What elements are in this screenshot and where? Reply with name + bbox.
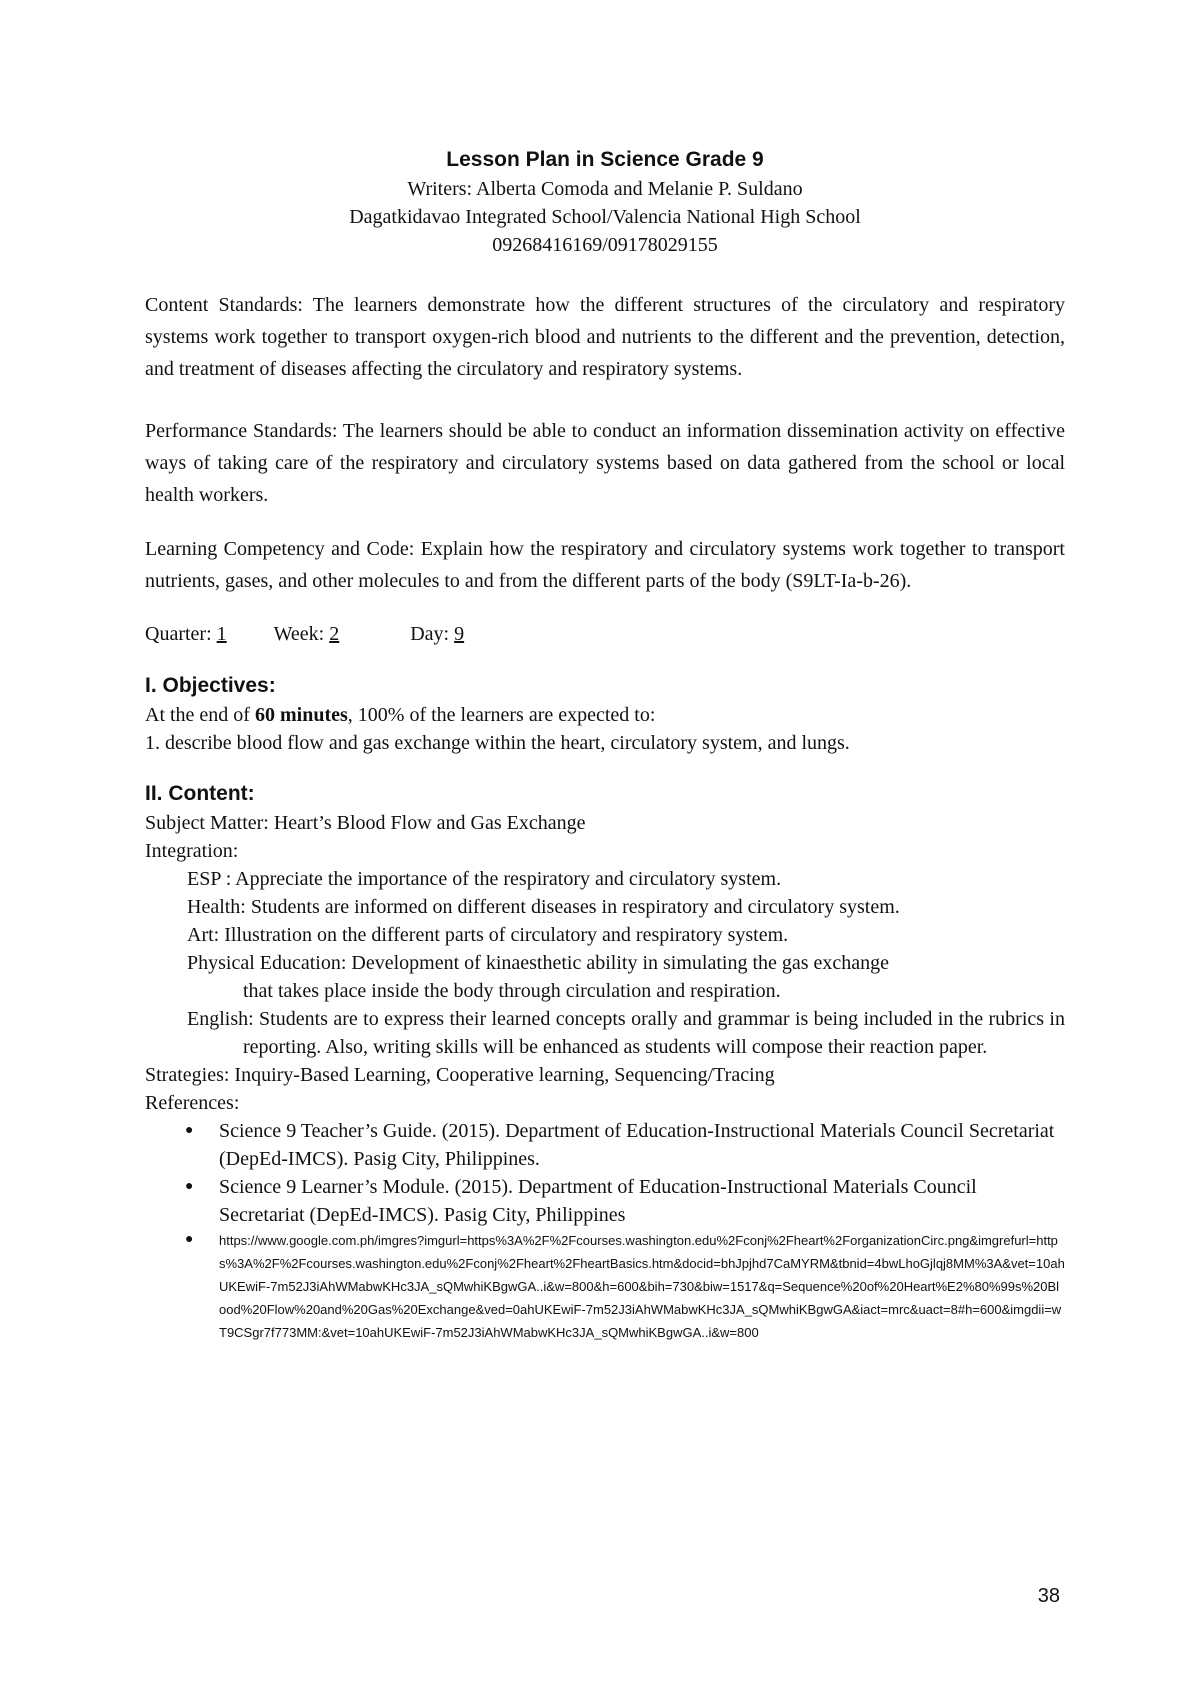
document-title: Lesson Plan in Science Grade 9 — [446, 148, 764, 171]
performance-standards: Performance Standards: The learners should be able to conduct an information dissemination activity on effective ways of taking care of the respiratory and circulatory systems based on data gathered from the school or local health workers. — [145, 420, 1065, 506]
schedule-line — [145, 619, 1065, 649]
week-label: Week: — [273, 623, 325, 645]
learning-competency: Learning Competency and Code: Explain how the respiratory and circulatory systems work together to transport nutrients, gases, and other molecules to and from the different parts of the body (S9LT-Ia-b-26). — [145, 538, 1065, 592]
week-value: 2 — [329, 623, 340, 645]
page-number: 38 — [1037, 1585, 1060, 1607]
quarter-value: 1 — [216, 623, 227, 645]
document-page — [145, 145, 1065, 1344]
quarter-label: Quarter: — [145, 623, 212, 645]
day-value: 9 — [454, 623, 465, 645]
integration-health: Health: Students are informed on different diseases in respiratory and circulatory system. — [187, 896, 900, 918]
reference-url[interactable]: ● https://www.google.com.ph/imgres?imgurl=https%3A%2F%2Fcourses.washington.edu%2Fconj%2Fheart%2ForganizationCirc.png&imgrefurl=https%3A%2F%2Fcourses.washington.edu%2Fconj%2Fheart%2FheartBasics.htm&docid=bhJpjhd7CaMYRM&tbnid=4bwLhoGjlqj8MM%3A&vet=10ahUKEwiF-7m52J3iAhWMabwKHc3JA_sQMwhiKBgwGA..i&w=800&h=600&bih=730&biw=1517&q=Sequence%20of%20Heart%E2%80%99s%20Blood%20Flow%20and%20Gas%20Exchange&ved=0ahUKEwiF-7m52J3iAhWMabwKHc3JA_sQMwhiKBgwGA&iact=mrc&uact=8#h=600&imgdii=wT9CSgr7f773MM:&vet=10ahUKEwiF-7m52J3iAhWMabwKHc3JA_sQMwhiKBgwGA..i&w=800 — [145, 1229, 1065, 1344]
bullet-icon: ● — [185, 1123, 194, 1138]
phones-line: 09268416169/09178029155 — [492, 234, 718, 256]
integration-art: Art: Illustration on the different parts of circulatory and respiratory system. — [187, 924, 789, 946]
content-heading: II. Content: — [145, 782, 255, 805]
integration-label: Integration: — [145, 840, 239, 862]
strategies-line: Strategies: Inquiry-Based Learning, Cooperative learning, Sequencing/Tracing — [145, 1064, 775, 1086]
references-label: References: — [145, 1092, 240, 1114]
day-label: Day: — [410, 623, 450, 645]
reference-item: ● Science 9 Learner’s Module. (2015). Department of Education-Instructional Materials Council Secretariat (DepEd-IMCS). Pasig City, Philippines — [145, 1173, 1065, 1229]
integration-pe: Physical Education: Development of kinaesthetic ability in simulating the gas exchange that takes place inside the body through circulation and respiration. — [187, 952, 890, 1002]
integration-english: English: Students are to express their learned concepts orally and grammar is being included in the rubrics in reporting. Also, writing skills will be enhanced as students will compose their reaction paper. — [187, 1008, 1065, 1058]
schools-line: Dagatkidavao Integrated School/Valencia National High School — [349, 206, 861, 228]
objectives-heading: I. Objectives: — [145, 674, 276, 697]
objective-item: 1. describe blood flow and gas exchange within the heart, circulatory system, and lungs. — [145, 732, 850, 754]
subject-matter: Subject Matter: Heart’s Blood Flow and Gas Exchange — [145, 812, 586, 834]
integration-esp: ESP : Appreciate the importance of the respiratory and circulatory system. — [187, 868, 782, 890]
references-list — [145, 1117, 1065, 1344]
content-standards: Content Standards: The learners demonstrate how the different structures of the circulatory and respiratory systems work together to transport oxygen-rich blood and nutrients to the different and the prevention, detection, and treatment of diseases affecting the circulatory and respiratory systems. — [145, 294, 1065, 380]
bullet-icon: ● — [185, 1230, 194, 1246]
reference-item: ● Science 9 Teacher’s Guide. (2015). Department of Education-Instructional Materials Council Secretariat (DepEd-IMCS). Pasig City, Philippines. — [145, 1117, 1065, 1173]
objectives-intro: At the end of 60 minutes, 100% of the learners are expected to: — [145, 704, 656, 726]
writers-line: Writers: Alberta Comoda and Melanie P. Suldano — [407, 178, 803, 200]
bullet-icon: ● — [185, 1179, 194, 1194]
